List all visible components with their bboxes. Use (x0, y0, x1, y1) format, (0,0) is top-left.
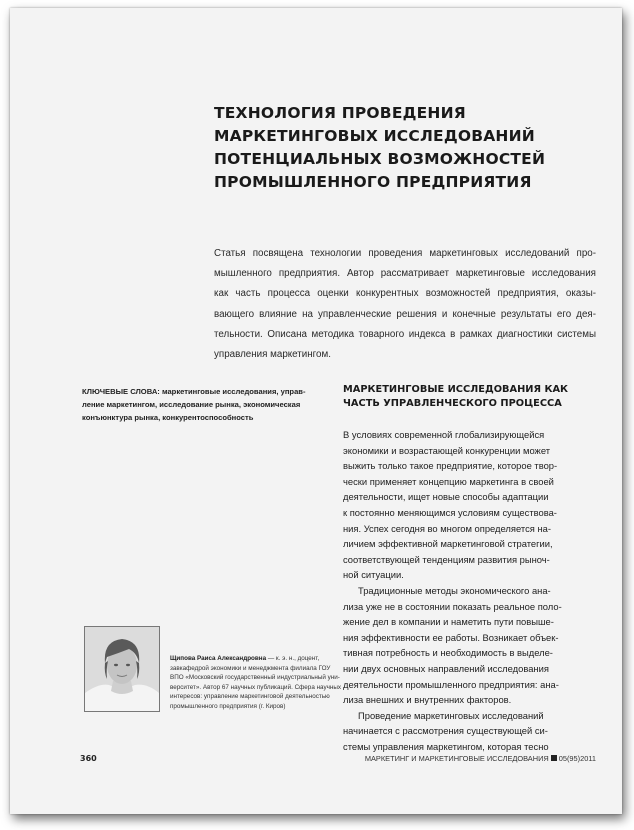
running-footer (365, 754, 596, 763)
author-line (170, 654, 340, 664)
article-body (343, 427, 595, 754)
body-line: Традиционные методы экономического ана- (358, 584, 551, 596)
body-line: начинается с рассмотрения существующей си- (343, 725, 548, 737)
body-line: стемы управления маркетингом, которая тесно (343, 740, 549, 752)
body-line: ния. Успех сегодня во многом определяется на- (343, 522, 551, 534)
author-line: интересов: управление маркетинговой деятельностью (170, 693, 330, 701)
author-photo (84, 626, 160, 712)
author-line: промышленного предприятия (г. Киров) (170, 702, 286, 710)
abstract-line: вающего влияние на управленческие решения и конечные результаты его дея- (214, 308, 596, 320)
body-line: к постоянно меняющимся условиям существова- (343, 506, 557, 518)
page-number: 360 (80, 754, 97, 763)
body-line: Проведение маркетинговых исследований (358, 709, 544, 721)
square-separator-icon (551, 755, 557, 761)
abstract-line: тельности. Описана методика товарного индекса в рамках диагностики системы (214, 328, 596, 340)
abstract-line: как часть процесса оценки конкурентных возможностей предприятия, оказы- (214, 288, 596, 300)
body-line: ния эффективности ее работы. Возникает объек- (343, 631, 559, 643)
author-portrait-image (85, 627, 159, 711)
section-heading (343, 383, 603, 411)
body-line: выжить только такое предприятие, которое твор- (343, 460, 558, 472)
author-info (170, 654, 340, 712)
author-degree: — к. э. н., доцент, (266, 655, 320, 662)
body-line: В условиях современной глобализирующейся (343, 429, 545, 440)
keywords-line: ление маркетингом, исследование рынка, экономическая (82, 400, 301, 409)
title-line: ПОТЕНЦИАЛЬНЫХ ВОЗМОЖНОСТЕЙ (214, 150, 546, 168)
body-line: лиза внешних и внутренних факторов. (343, 694, 512, 706)
body-line: соответствующей тенденциям развития рыноч- (343, 553, 550, 565)
article-title (214, 102, 594, 194)
body-line: тивная потребность и необходимость в выделе- (343, 647, 553, 659)
title-line: ПРОМЫШЛЕННОГО ПРЕДПРИЯТИЯ (214, 173, 532, 191)
section-heading-line: МАРКЕТИНГОВЫЕ ИССЛЕДОВАНИЯ КАК (343, 384, 569, 395)
author-line: завкафедрой экономики и менеджмента филиала ГОУ (170, 664, 331, 672)
body-line: жение дел в компании и наметить пути повыше- (343, 616, 554, 628)
author-line: верситет». Автор 67 научных публикаций. Сфера научных (170, 683, 342, 691)
body-line: деятельности промышленного предприятия: ана- (343, 678, 559, 690)
author-line: ВПО «Московский государственный индустриальный уни- (170, 674, 340, 682)
title-line: ТЕХНОЛОГИЯ ПРОВЕДЕНИЯ (214, 104, 466, 122)
section-heading-line: ЧАСТЬ УПРАВЛЕНЧЕСКОГО ПРОЦЕССА (343, 398, 562, 409)
abstract-line: мышленного предприятия. Автор рассматривает маркетинговые исследования (214, 268, 596, 280)
body-line: деятельности, ищет новые способы адаптации (343, 491, 549, 503)
article-abstract (214, 244, 596, 365)
body-line: ной ситуации. (343, 569, 404, 581)
title-line: МАРКЕТИНГОВЫХ ИССЛЕДОВАНИЙ (214, 127, 535, 145)
body-line: личием эффективной маркетинговой стратегии, (343, 538, 553, 550)
body-line: лиза уже не в состоянии показать реальное поло- (343, 600, 562, 612)
body-line: чески применяет концепцию маркетинга в своей (343, 475, 554, 487)
keywords-block (82, 385, 332, 424)
abstract-line: Статья посвящена технологии проведения маркетинговых исследований про- (214, 248, 596, 259)
keywords-line: конъюнктура рынка, конкурентоспособность (82, 413, 254, 422)
journal-page (10, 8, 622, 814)
issue-number: 05(95)2011 (558, 754, 596, 763)
journal-name: МАРКЕТИНГ И МАРКЕТИНГОВЫЕ ИССЛЕДОВАНИЯ (364, 754, 549, 763)
author-name: Щипова Раиса Александровна (170, 655, 267, 662)
body-line: экономики и возрастающей конкуренции может (343, 444, 551, 456)
body-line: нии двух основных направлений исследования (343, 662, 549, 674)
keywords-line: КЛЮЧЕВЫЕ СЛОВА: маркетинговые исследования, управ- (82, 387, 306, 396)
abstract-line: управления маркетингом. (214, 349, 331, 361)
